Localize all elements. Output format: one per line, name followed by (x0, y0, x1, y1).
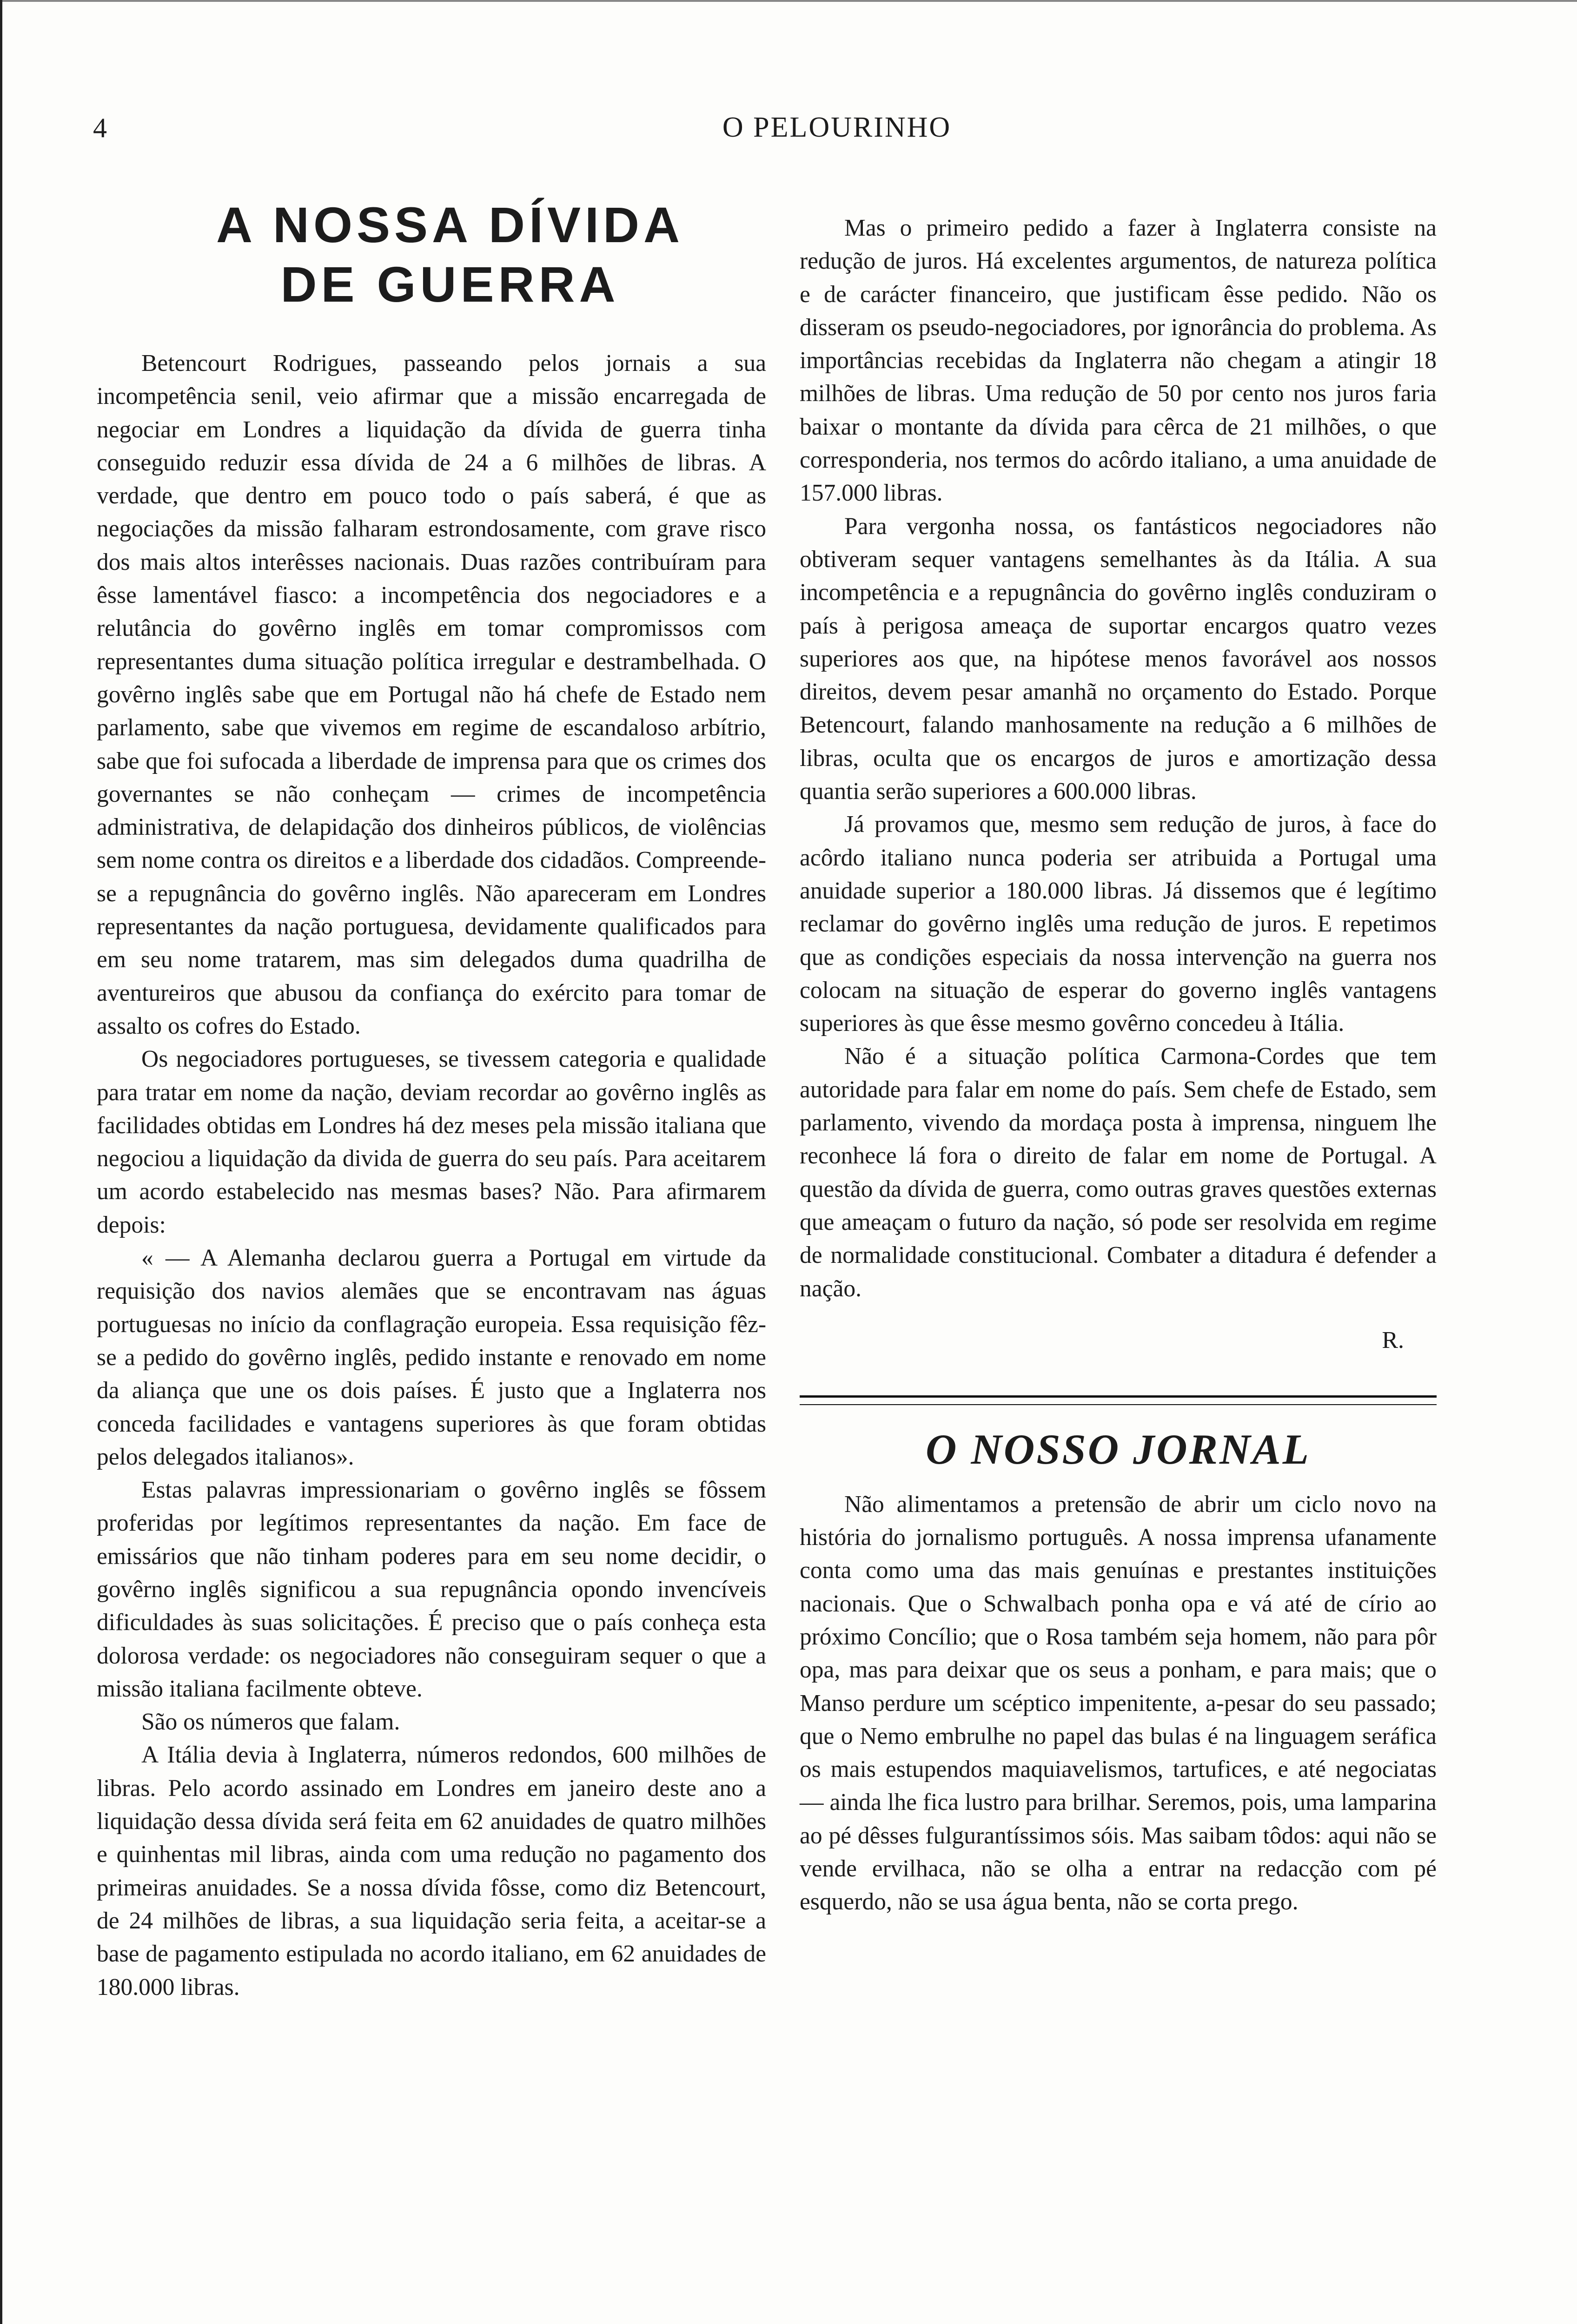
article-title-line: DE GUERRA (280, 256, 620, 312)
paragraph: Os negociadores portugueses, se tivessem categoria e qualidade para tratar em nome da nação, deviam recordar ao govêrno inglês as facilidades obtidas em Londres há dez meses pela missão italiana que negociou a liquidação da divida de guerra do seu país. Para aceitarem um acordo estabelecido nas mesmas bases? Não. Para afirmarem depois: (97, 1046, 766, 1238)
article-title-line: A NOSSA DÍVIDA (216, 197, 684, 253)
page-top-edge (0, 0, 1577, 2)
section-body (800, 1488, 1437, 1919)
page-number: 4 (93, 112, 107, 143)
paragraph: Para vergonha nossa, os fantásticos negociadores não obtiveram sequer vantagens semelhantes às da Itália. A sua incompetência e a repugnância do govêrno inglês conduziram o país à perigosa ameaça de suportar encargos quatro vezes superiores aos que, na hipótese menos favorável aos nossos direitos, devem pesar amanhã no orçamento do Estado. Porque Betencourt, falando manhosamente na redução a 6 milhões de libras, oculta que os encargos de juros e amortização dessa quantia serão superiores a 600.000 libras. (800, 513, 1437, 805)
left-column (97, 195, 766, 2004)
page-left-border (0, 0, 2, 2324)
section-title: O NOSSO JORNAL (926, 1425, 1311, 1473)
paragraph: Betencourt Rodrigues, passeando pelos jornais a sua incompetência senil, veio afirmar que a missão encarregada de negociar em Londres a liquidação da dívida de guerra tinha conseguido reduzir essa dívida de 24 a 6 milhões de libras. A verdade, que dentro em pouco todo o país saberá, é que as negociações da missão falharam estrondosamente, com grave risco dos mais altos interêsses nacionais. Duas razões contribuíram para êsse lamentável fiasco: a incompetência dos negociadores e a relutância do govêrno inglês em tomar compromissos com representantes duma situação política irregular e destrambelhada. O govêrno inglês sabe que em Portugal não há chefe de Estado nem parlamento, sabe que vivemos em regime de escandaloso arbítrio, sabe que foi sufocada a liberdade de imprensa para que os crimes dos governantes se não conheçam — crimes de incompetência administrativa, de delapidação dos dinheiros públicos, de violências sem nome contra os direitos e a liberdade dos cidadãos. Compreende-se a repugnância do govêrno inglês. Não apareceram em Londres representantes da nação portuguesa, devidamente qualificados para em seu nome tratarem, mas sim delegados duma quadrilha de aventureiros que abusou da confiança do exército para tomar de assalto os cofres do Estado. (97, 350, 766, 1039)
quotation-paragraph: « — A Alemanha declarou guerra a Portugal em virtude da requisição dos navios alemães que se encontravam nas águas portuguesas no início da conflagração europeia. Essa requisição fêz-se a pedido do govêrno inglês, pedido instante e renovado em nome da aliança que une os dois países. É justo que a Inglaterra nos conceda facilidades e vantagens superiores às que foram obtidas pelos delegados italianos». (97, 1245, 766, 1470)
journal-name: O PELOURINHO (722, 112, 952, 143)
right-column (800, 211, 1437, 1919)
paragraph: Mas o primeiro pedido a fazer à Inglaterra consiste na redução de juros. Há excelentes argumentos, de natureza política e de carácter financeiro, que justificam êsse pedido. Não os disseram os pseudo-negociadores, por ignorância do problema. As importâncias recebidas da Inglaterra não chegam a atingir 18 milhões de libras. Uma redução de 50 por cento nos juros faria baixar o montante da dívida para cêrca de 21 milhões, o que corresponderia, nos termos do acôrdo italiano, a uma anuidade de 157.000 libras. (800, 215, 1437, 507)
article-body-left (97, 347, 766, 2004)
paragraph: Estas palavras impressionariam o govêrno inglês se fôssem proferidas por legítimos representantes da nação. Em face de emissários que não tinham poderes para em seu nome decidir, o govêrno inglês significou a sua repugnância opondo invencíveis dificuldades às suas solicitações. É preciso que o país conheça esta dolorosa verdade: os negociadores não conseguiram sequer o que a missão italiana facilmente obteve. (97, 1477, 766, 1702)
paragraph: São os números que falam. (141, 1709, 400, 1736)
paragraph: A Itália devia à Inglaterra, números redondos, 600 milhões de libras. Pelo acordo assinado em Londres em janeiro deste ano a liquidação dessa dívida será feita em 62 anuidades de quatro milhões e quinhentas mil libras, ainda com uma redução no pagamento dos primeiras anuidades. Se a nossa dívida fôsse, como diz Betencourt, de 24 milhões de libras, a sua liquidação seria feita, a aceitar-se a base de pagamento estipulada no acordo italiano, em 62 anuidades de 180.000 libras. (97, 1742, 766, 2000)
article-title (97, 195, 766, 314)
article-body-right (800, 211, 1437, 1305)
article-signature: R. (1382, 1327, 1404, 1353)
section-divider (800, 1395, 1437, 1405)
paragraph: Já provamos que, mesmo sem redução de juros, à face do acôrdo italiano nunca poderia ser atribuida a Portugal uma anuidade superior a 180.000 libras. Já dissemos que é legítimo reclamar do govêrno inglês uma redução de juros. E repetimos que as condições especiais da nossa intervenção na guerra nos colocam na situação de esperar do governo inglês vantagens superiores às que êsse mesmo govêrno concedeu à Itália. (800, 811, 1437, 1037)
paragraph: Não é a situação política Carmona-Cordes que tem autoridade para falar em nome do país. Sem chefe de Estado, sem parlamento, vivendo da mordaça posta à imprensa, ninguem lhe reconhece lá fora o direito de falar em nome de Portugal. A questão da dívida de guerra, como outras graves questões externas que ameaçam o futuro da nação, só pode ser resolvida em regime de normalidade constitucional. Combater a ditadura é defender a nação. (800, 1043, 1437, 1302)
paragraph: Não alimentamos a pretensão de abrir um ciclo novo na história do jornalismo português. A nossa imprensa ufanamente conta como uma das mais genuínas e prestantes instituições nacionais. Que o Schwalbach ponha opa e vá até de círio ao próximo Concílio; que o Rosa também seja homem, não para pôr opa, mas para deixar que os seus a ponham, e para mais; que o Manso perdure um scéptico impenitente, a-pesar do seu passado; que o Nemo embrulhe no papel das bulas é na linguagem seráfica os mais estupendos maquiavelismos, tartufices, e até negociatas — ainda lhe fica lustro para brilhar. Seremos, pois, uma lamparina ao pé dêsses fulgurantíssimos sóis. Mas saibam tôdos: aqui não se vende ervilhaca, não se olha a entrar na redacção com pé esquerdo, não se usa água benta, não se corta prego. (800, 1491, 1437, 1915)
